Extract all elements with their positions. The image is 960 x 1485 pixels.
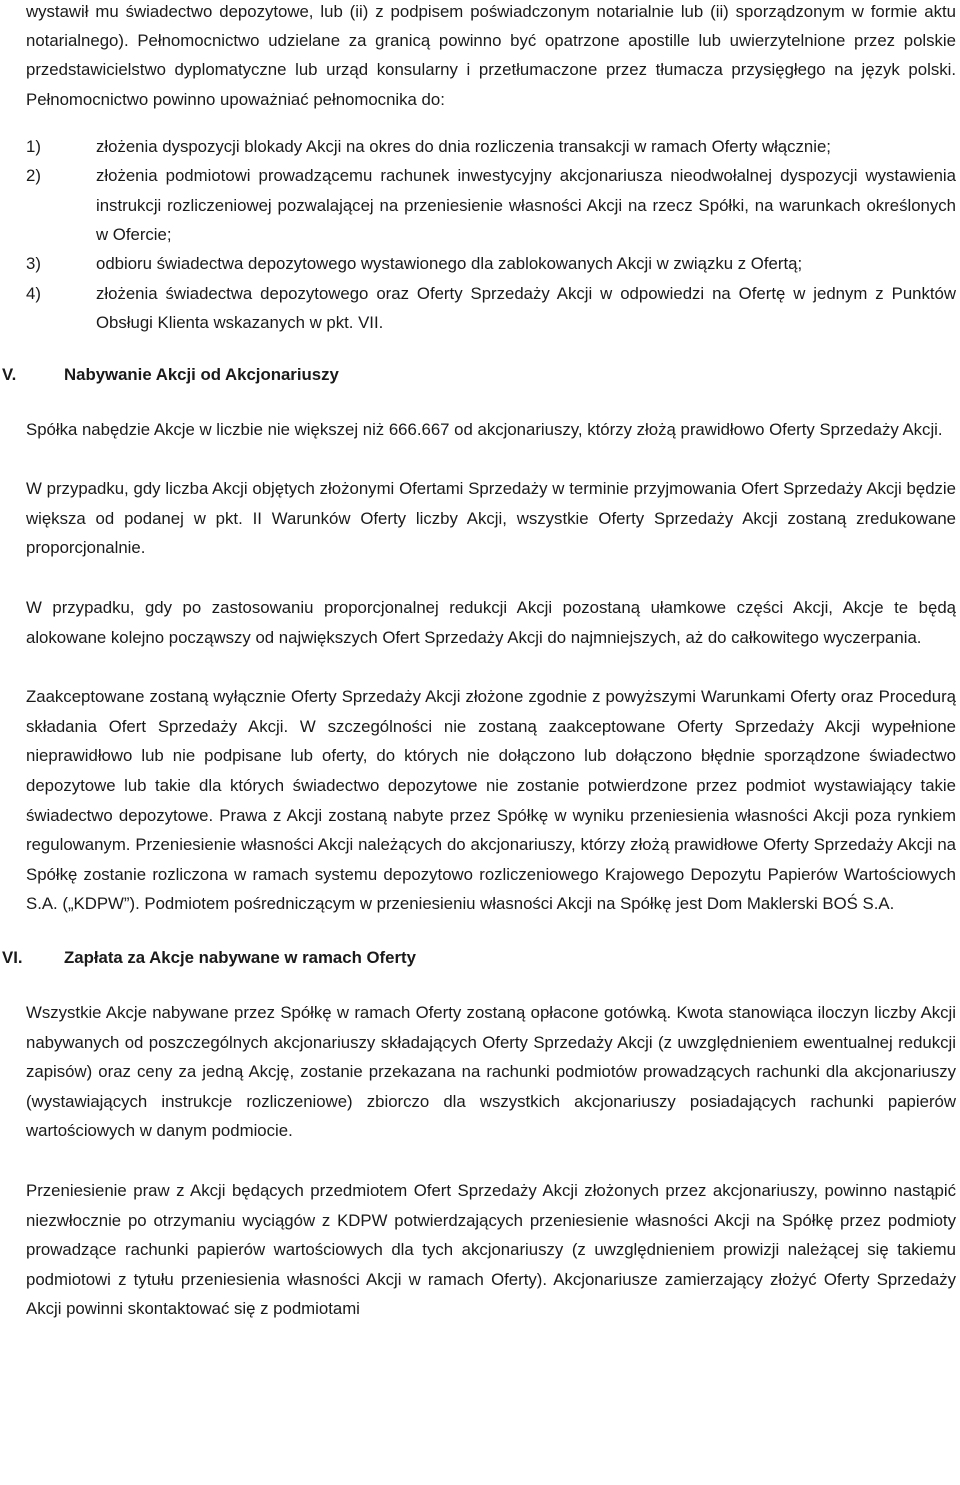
section-v-heading [2,360,956,390]
section-v-paragraph-4: Zaakceptowane zostaną wyłącznie Oferty Sprzedaży Akcji złożone zgodnie z powyższymi Warunkami Oferty oraz Procedurą składania Ofert Sprzedaży Akcji. W szczególności nie zostaną zaakceptowane Oferty Sprzedaży Akcji wypełnione nieprawidłowo lub nie podpisane lub oferty, do których nie dołączono lub dołączono błędnie sporządzone świadectwo depozytowe lub takie dla których świadectwo depozytowe nie zostanie potwierdzone przez podmiot wystawiający takie świadectwo depozytowe. Prawa z Akcji zostaną nabyte przez Spółkę w wyniku przeniesienia własności Akcji poza rynkiem regulowanym. Przeniesienie własności Akcji należących do akcjonariuszy, którzy złożą prawidłowe Oferty Sprzedaży Akcji na Spółkę zostanie rozliczona w ramach systemu depozytowo rozliczeniowego Krajowego Depozytu Papierów Wartościowych S.A. („KDPW”). Podmiotem pośredniczącym w przeniesieniu własności Akcji na Spółkę jest Dom Maklerski BOŚ S.A. [26,687,956,914]
list-item [26,161,956,249]
section-vi-paragraph-2: Przeniesienie praw z Akcji będących przedmiotem Ofert Sprzedaży Akcji złożonych przez akcjonariuszy, powinno nastąpić niezwłocznie po otrzymaniu wyciągów z KDPW potwierdzających przeniesienie własności Akcji na Spółkę przez podmioty prowadzące rachunki papierów wartościowych dla tych akcjonariuszy (z uwzględnieniem prowizji należącej się takiemu podmiotowi z tytułu przeniesienia własności Akcji w ramach Oferty). Akcjonariusze zamierzający złożyć Oferty Sprzedaży Akcji powinni skontaktować się z podmiotami [26,1180,956,1319]
section-v-paragraph-3: W przypadku, gdy po zastosowaniu proporcjonalnej redukcji Akcji pozostaną ułamkowe części Akcji, Akcje te będą alokowane kolejno począwszy od największych Ofert Sprzedaży Akcji do najmniejszych, aż do całkowitego wyczerpania. [26,598,956,647]
list-item-number: 3) [26,254,41,274]
section-vi-heading [2,943,956,973]
section-vi-number: VI. [2,947,23,967]
list-item [26,249,956,278]
list-item-number: 1) [26,136,41,156]
list-item-text: złożenia dyspozycji blokady Akcji na okres do dnia rozliczenia transakcji w ramach Oferty włącznie; [96,136,831,156]
section-vi-title: Zapłata za Akcje nabywane w ramach Oferty [64,947,416,967]
list-item-text: złożenia świadectwa depozytowego oraz Oferty Sprzedaży Akcji w odpowiedzi na Ofertę w jednym z Punktów Obsługi Klienta wskazanych w pkt. VII. [96,283,956,333]
section-v-number: V. [2,364,17,384]
list-item-number: 2) [26,166,41,186]
list-item-number: 4) [26,283,41,303]
list-item [26,132,956,161]
section-v-paragraph-1: Spółka nabędzie Akcje w liczbie nie większej niż 666.667 od akcjonariuszy, którzy złożą prawidłowo Oferty Sprzedaży Akcji. [26,419,943,439]
section-vi-paragraph-1: Wszystkie Akcje nabywane przez Spółkę w ramach Oferty zostaną opłacone gotówką. Kwota stanowiąca iloczyn liczby Akcji nabywanych od poszczególnych akcjonariuszy składających Oferty Sprzedaży Akcji (z uwzględnieniem ewentualnej redukcji zapisów) oraz ceny za jedną Akcję, zostanie przekazana na rachunki podmiotów prowadzących rachunki dla akcjonariuszy (wystawiających instrukcje rozliczeniowe) zbiorczo dla wszystkich akcjonariuszy posiadających rachunki papierów wartościowych w danym podmiocie. [26,1002,956,1141]
list-item-text: złożenia podmiotowi prowadzącemu rachunek inwestycyjny akcjonariusza nieodwołalnej dyspozycji wystawienia instrukcji rozliczeniowej pozwalającej na przeniesienie własności Akcji na rzecz Spółki, na warunkach określonych w Ofercie; [96,166,956,245]
intro-paragraph: wystawił mu świadectwo depozytowe, lub (ii) z podpisem poświadczonym notarialnie lub (ii) sporządzonym w formie aktu notarialnego). Pełnomocnictwo udzielane za granicą powinno być opatrzone apostille lub uwierzytelnione przez polskie przedstawicielstwo dyplomatyczne lub urząd konsularny i przetłumaczone przez tłumacza przysięgłego na język polski. Pełnomocnictwo powinno upoważniać pełnomocnika do: [26,2,956,109]
list-item-text: odbioru świadectwa depozytowego wystawionego dla zablokowanych Akcji w związku z Ofertą; [96,254,803,274]
document-page [2,0,956,1324]
list-item [26,279,956,338]
section-v-paragraph-2: W przypadku, gdy liczba Akcji objętych złożonymi Ofertami Sprzedaży w terminie przyjmowania Ofert Sprzedaży Akcji będzie większa od podanej w pkt. II Warunków Oferty liczby Akcji, wszystkie Oferty Sprzedaży Akcji zostaną zredukowane proporcjonalnie. [26,479,956,558]
section-v-title: Nabywanie Akcji od Akcjonariuszy [64,364,339,384]
authorization-list [26,132,956,338]
